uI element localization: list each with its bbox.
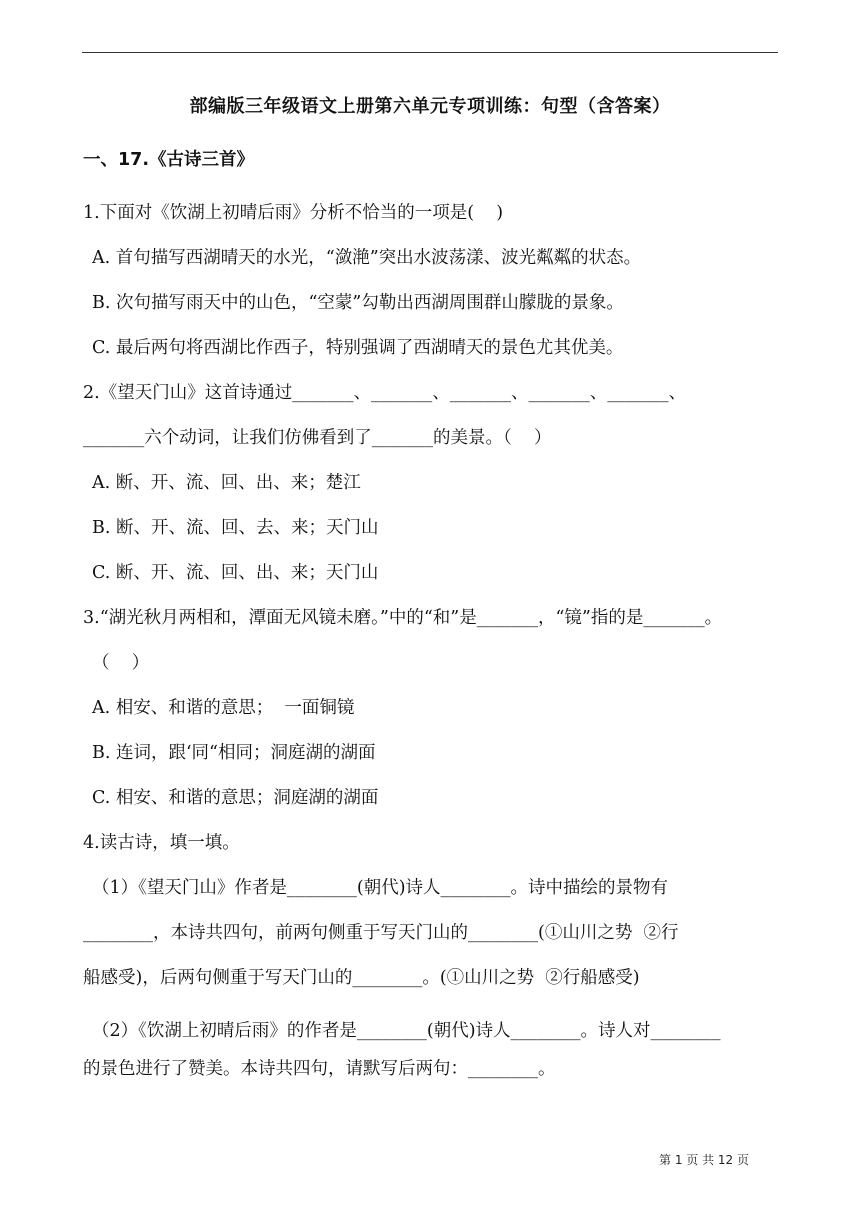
question-4-part2-cont: 的景色进行了赞美。本诗共四句，请默写后两句：________。 [83, 1059, 556, 1079]
section-heading: 一、17.《古诗三首》 [83, 150, 255, 170]
option-1c: C. 最后两句将西湖比作西子，特别强调了西湖晴天的景色尤其优美。 [92, 338, 624, 358]
option-3b: B. 连词，跟‘同“相同；洞庭湖的湖面 [92, 743, 376, 763]
option-3c: C. 相安、和谐的意思；洞庭湖的湖面 [92, 788, 379, 808]
question-4-part1-end: 船感受)，后两句侧重于写天门山的________。(①山川之势 ②行船感受) [83, 968, 640, 988]
question-4-part1-cont: ________，本诗共四句，前两句侧重于写天门山的________(①山川之势 ②行 [83, 923, 679, 943]
question-3-paren: （ ） [92, 653, 150, 673]
question-4-part2: （2）《饮湖上初晴后雨》的作者是________(朝代)诗人________。诗人对________ [92, 1021, 721, 1041]
question-4-part1: （1）《望天门山》作者是________(朝代)诗人________。诗中描绘的景物有 [92, 878, 669, 898]
question-1: 1.下面对《饮湖上初晴后雨》分析不恰当的一项是( ) [83, 203, 504, 223]
question-4: 4.读古诗，填一填。 [83, 833, 240, 853]
page-number: 第 1 页 共 12 页 [659, 1153, 749, 1167]
question-2: 2.《望天门山》这首诗通过_______、_______、_______、_______、_______、 [83, 383, 686, 403]
header-rule [82, 52, 778, 53]
page-title: 部编版三年级语文上册第六单元专项训练：句型（含答案） [189, 96, 671, 117]
option-2b: B. 断、开、流、回、去、来；天门山 [92, 518, 379, 538]
question-2-cont: _______六个动词，让我们仿佛看到了_______的美景。（ ） [83, 428, 552, 448]
option-1b: B. 次句描写雨天中的山色，“空蒙”勾勒出西湖周围群山朦胧的景象。 [92, 293, 624, 313]
question-3: 3.“湖光秋月两相和，潭面无风镜未磨。”中的“和”是_______，“镜”指的是_______。 [83, 608, 723, 628]
option-2a: A. 断、开、流、回、出、来；楚江 [92, 473, 361, 493]
option-2c: C. 断、开、流、回、出、来；天门山 [92, 563, 379, 583]
option-3a: A. 相安、和谐的意思； 一面铜镜 [92, 698, 355, 718]
option-1a: A. 首句描写西湖晴天的水光，“潋滟”突出水波荡漾、波光粼粼的状态。 [92, 248, 642, 268]
